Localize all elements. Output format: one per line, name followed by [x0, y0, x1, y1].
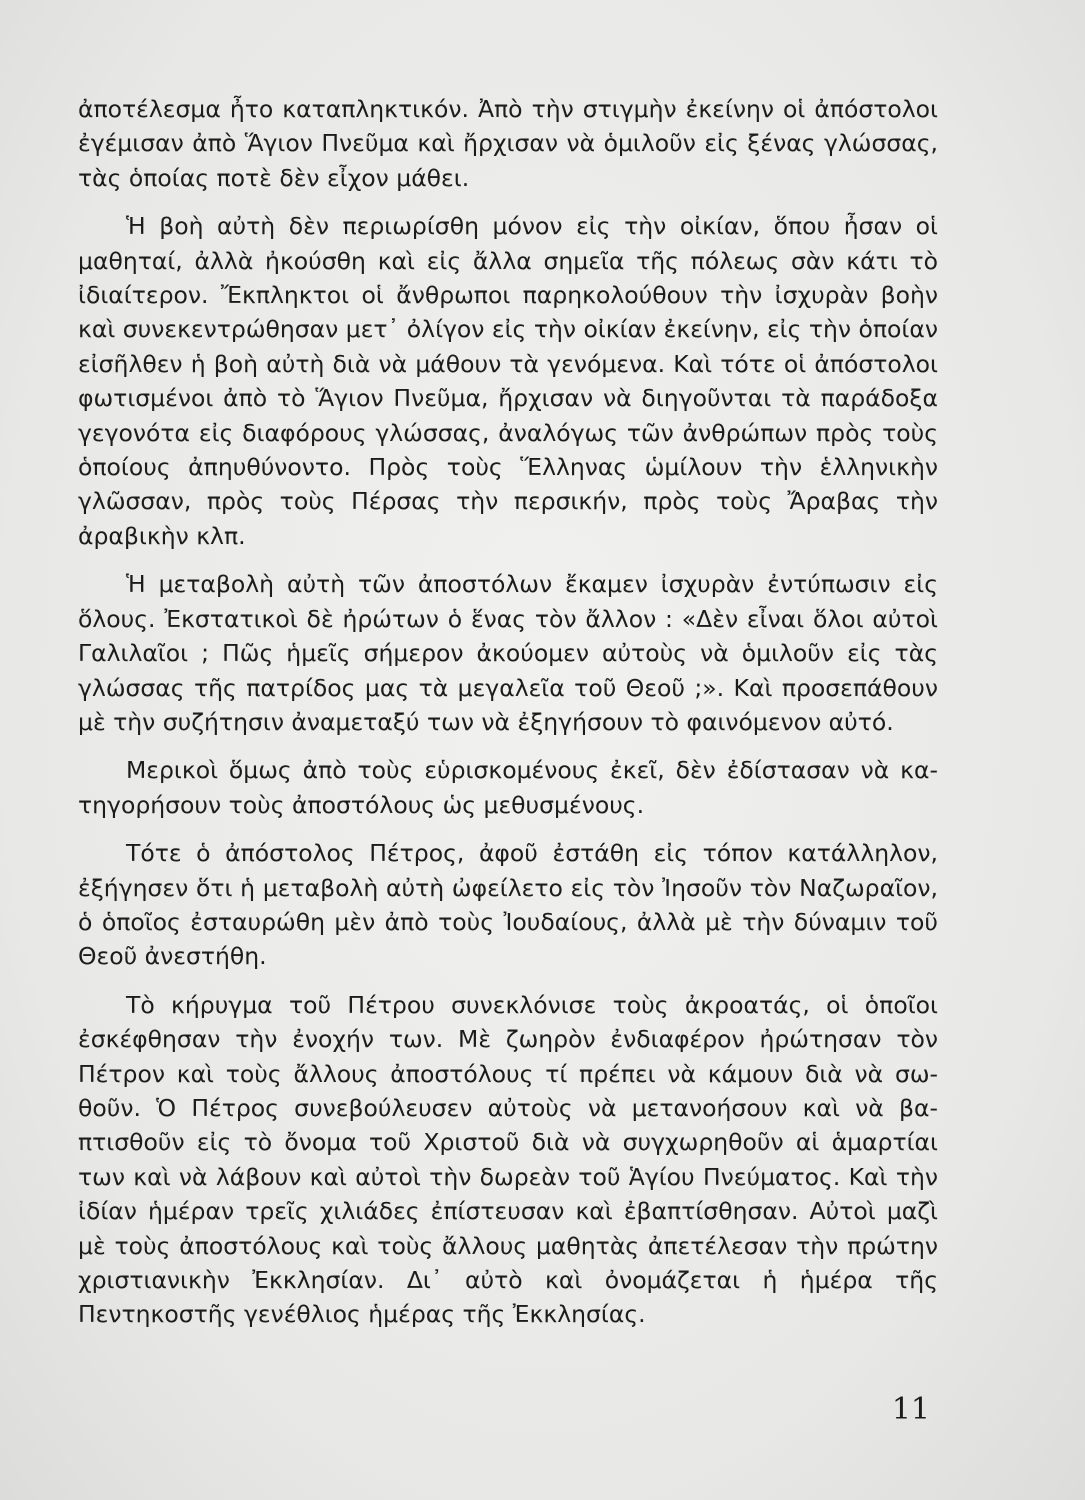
paragraph-1: ἀποτέλεσμα ἦτο καταπληκτικόν. Ἀπὸ τὴν στιγμὴν ἐκείνην οἱ ἀπόστολοι ἐγέμισαν ἀπὸ Ἅγιον Πνεῦμα καὶ ἤρχισαν νὰ ὁμιλοῦν εἰς ξένας γλώσσας, τὰς ὁποίας ποτὲ δὲν εἶχον μάθει.	[78, 95, 938, 192]
page-number: 11	[891, 1392, 930, 1427]
paragraph-5: Τότε ὁ ἀπόστολος Πέτρος, ἀφοῦ ἐστάθη εἰς τόπον κατάλληλον, ἐξήγησεν ὅτι ἡ μεταβολὴ αὐτὴ ὠφείλετο εἰς τὸν Ἰησοῦν τὸν Ναζωραῖον, ὁ ὁποῖος ἐσταυρώθη μὲν ἀπὸ τοὺς Ἰουδαίους, ἀλλὰ μὲ τὴν δύναμιν τοῦ Θεοῦ ἀνεστήθη.	[78, 839, 938, 971]
paragraph-3: Ἡ μεταβολὴ αὐτὴ τῶν ἀποστόλων ἔκαμεν ἰσχυρὰν ἐντύπωσιν εἰς ὅλους. Ἐκστατικοὶ δὲ ἠρώτων ὁ ἕνας τὸν ἄλλον : «Δὲν εἶναι ὅλοι αὐτοὶ Γαλιλαῖοι ; Πῶς ἡμεῖς σήμερον ἀκούομεν αὐτοὺς νὰ ὁμιλοῦν εἰς τὰς γλώσσας τῆς πατρίδος μας τὰ μεγαλεῖα τοῦ Θεοῦ ;». Καὶ προσεπάθουν μὲ τὴν συζήτησιν ἀναμεταξύ των νὰ ἐξηγήσουν τὸ φαινόμενον αὐτό.	[78, 570, 938, 736]
paragraph-6: Τὸ κήρυγμα τοῦ Πέτρου συνεκλόνισε τοὺς ἀκροατάς, οἱ ὁποῖοι ἐσκέφθησαν τὴν ἐνοχήν των. Μὲ ζωηρὸν ἐνδιαφέρον ἠρώτησαν τὸν Πέτρον καὶ τοὺς ἄλλους ἀποστόλους τί πρέπει νὰ κάμουν διὰ νὰ σωθοῦν. Ὁ Πέτρος συνεβούλευσεν αὐτοὺς νὰ μετανοήσουν καὶ νὰ βαπτισθοῦν εἰς τὸ ὄνομα τοῦ Χριστοῦ διὰ νὰ συγχωρηθοῦν αἱ ἁμαρτίαι των καὶ νὰ λάβουν καὶ αὐτοὶ τὴν δωρεὰν τοῦ Ἁγίου Πνεύματος. Καὶ τὴν ἰδίαν ἡμέραν τρεῖς χιλιάδες ἐπίστευσαν καὶ ἐβαπτίσθησαν. Αὐτοὶ μαζὶ μὲ τοὺς ἀποστόλους καὶ τοὺς ἄλλους μαθητὰς ἀπετέλεσαν τὴν πρώτην χριστιανικὴν Ἐκκλησίαν. Δι᾽ αὐτὸ καὶ ὀνομάζεται ἡ ἡμέρα τῆς Πεντηκοστῆς γενέθλιος ἡμέρας τῆς Ἐκκλησίας.	[78, 990, 938, 1329]
paragraph-2: Ἡ βοὴ αὐτὴ δὲν περιωρίσθη μόνον εἰς τὴν οἰκίαν, ὅπου ἦσαν οἱ μαθηταί, ἀλλὰ ἠκούσθη καὶ εἰς ἄλλα σημεῖα τῆς πόλεως σὰν κάτι τὸ ἰδιαίτερον. Ἔκπληκτοι οἱ ἄνθρωποι παρηκολούθουν τὴν ἰσχυρὰν βοὴν καὶ συνεκεντρώθησαν μετ᾽ ὀλίγον εἰς τὴν οἰκίαν ἐκείνην, εἰς τὴν ὁποίαν εἰσῆλθεν ἡ βοὴ αὐτὴ διὰ νὰ μάθουν τὰ γενόμενα. Καὶ τότε οἱ ἀπόστολοι φωτισμένοι ἀπὸ τὸ Ἅγιον Πνεῦμα, ἤρχισαν νὰ διηγοῦνται τὰ παράδοξα γεγονότα εἰς διαφόρους γλώσσας, ἀναλόγως τῶν ἀνθρώπων πρὸς τοὺς ὁποίους ἀπηυθύνοντο. Πρὸς τοὺς Ἕλληνας ὡμίλουν τὴν ἑλληνικὴν γλῶσσαν, πρὸς τοὺς Πέρσας τὴν περσικήν, πρὸς τοὺς Ἄραβας τὴν ἀραβικὴν κλπ.	[78, 212, 938, 550]
paragraph-4: Μερικοὶ ὅμως ἀπὸ τοὺς εὑρισκομένους ἐκεῖ, δὲν ἐδίστασαν νὰ κατηγορήσουν τοὺς ἀποστόλους ὡς μεθυσμένους.	[78, 756, 938, 819]
body-text	[78, 92, 938, 1346]
